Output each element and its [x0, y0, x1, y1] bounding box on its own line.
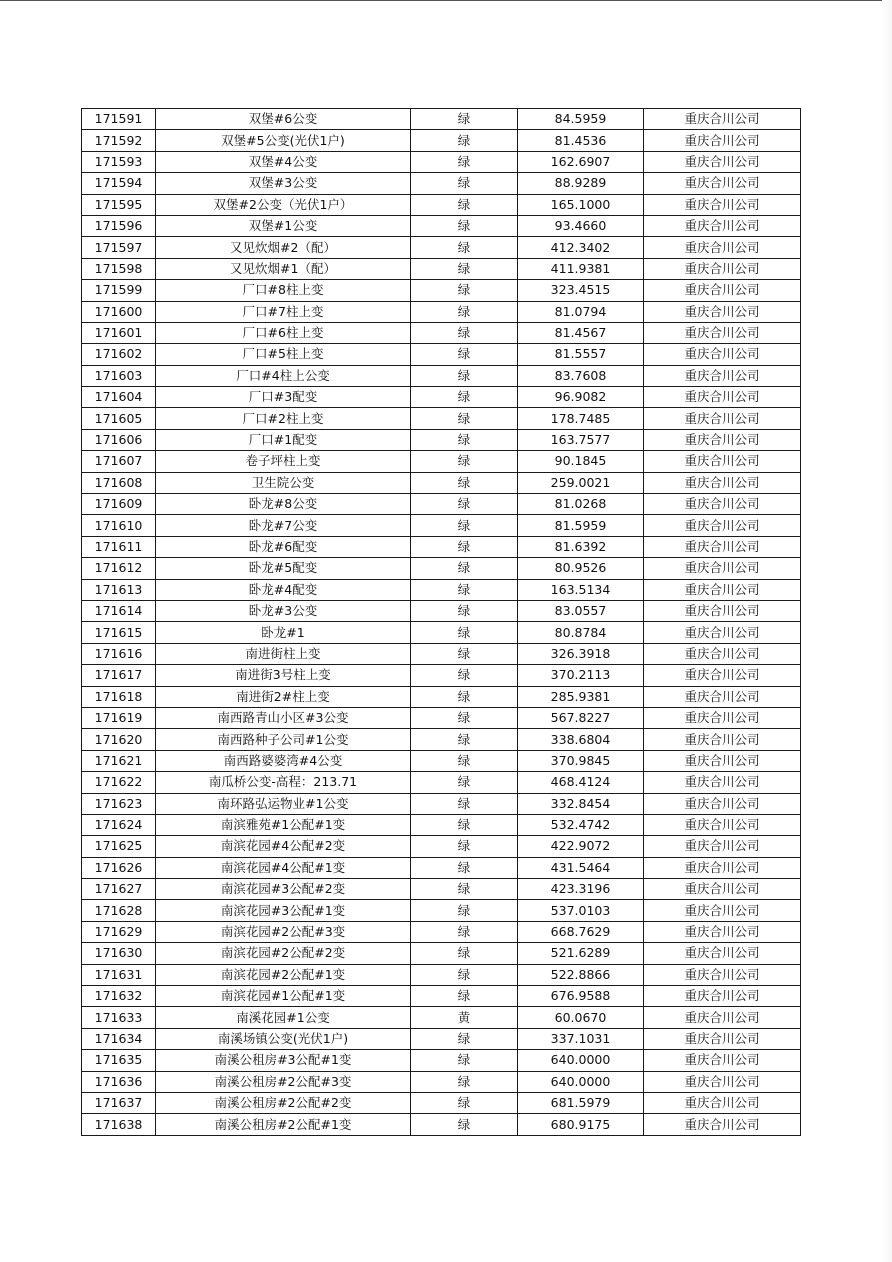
cell-status: 绿 [411, 600, 518, 621]
cell-company: 重庆合川公司 [644, 515, 801, 536]
cell-company: 重庆合川公司 [644, 472, 801, 493]
cell-value: 96.9082 [518, 387, 644, 408]
cell-value: 680.9175 [518, 1114, 644, 1135]
cell-status: 绿 [411, 301, 518, 322]
cell-status: 绿 [411, 579, 518, 600]
cell-status: 绿 [411, 814, 518, 835]
cell-name: 卧龙#4配变 [156, 579, 411, 600]
cell-value: 162.6907 [518, 151, 644, 172]
table-row [82, 365, 801, 386]
table-row [82, 494, 801, 515]
cell-id: 171591 [82, 109, 156, 130]
cell-company: 重庆合川公司 [644, 964, 801, 985]
cell-company: 重庆合川公司 [644, 579, 801, 600]
table-row [82, 814, 801, 835]
cell-status: 绿 [411, 237, 518, 258]
cell-status: 绿 [411, 322, 518, 343]
cell-value: 83.7608 [518, 365, 644, 386]
cell-company: 重庆合川公司 [644, 772, 801, 793]
cell-status: 绿 [411, 836, 518, 857]
table-row [82, 1028, 801, 1049]
cell-value: 88.9289 [518, 173, 644, 194]
cell-value: 326.3918 [518, 643, 644, 664]
cell-id: 171595 [82, 194, 156, 215]
table-row [82, 1071, 801, 1092]
cell-company: 重庆合川公司 [644, 1092, 801, 1113]
cell-company: 重庆合川公司 [644, 750, 801, 771]
table-row [82, 344, 801, 365]
cell-value: 537.0103 [518, 900, 644, 921]
cell-id: 171621 [82, 750, 156, 771]
table-row [82, 1092, 801, 1113]
cell-status: 绿 [411, 365, 518, 386]
cell-name: 南滨花园#2公配#3变 [156, 921, 411, 942]
cell-id: 171636 [82, 1071, 156, 1092]
cell-name: 双堡#5公变(光伏1户) [156, 130, 411, 151]
cell-company: 重庆合川公司 [644, 387, 801, 408]
cell-status: 黄 [411, 1007, 518, 1028]
cell-name: 南进街2#柱上变 [156, 686, 411, 707]
cell-company: 重庆合川公司 [644, 1028, 801, 1049]
cell-id: 171625 [82, 836, 156, 857]
table-row [82, 215, 801, 236]
cell-id: 171623 [82, 793, 156, 814]
cell-name: 南溪公租房#2公配#1变 [156, 1114, 411, 1135]
cell-company: 重庆合川公司 [644, 921, 801, 942]
cell-company: 重庆合川公司 [644, 494, 801, 515]
cell-id: 171635 [82, 1050, 156, 1071]
cell-value: 676.9588 [518, 986, 644, 1007]
cell-value: 323.4515 [518, 280, 644, 301]
cell-company: 重庆合川公司 [644, 194, 801, 215]
cell-status: 绿 [411, 558, 518, 579]
cell-name: 南滨花园#2公配#2变 [156, 943, 411, 964]
cell-id: 171628 [82, 900, 156, 921]
cell-value: 81.4536 [518, 130, 644, 151]
cell-value: 532.4742 [518, 814, 644, 835]
table-row [82, 900, 801, 921]
cell-name: 南滨花园#2公配#1变 [156, 964, 411, 985]
cell-company: 重庆合川公司 [644, 365, 801, 386]
cell-name: 南溪公租房#2公配#3变 [156, 1071, 411, 1092]
cell-status: 绿 [411, 964, 518, 985]
cell-company: 重庆合川公司 [644, 1007, 801, 1028]
cell-status: 绿 [411, 258, 518, 279]
cell-value: 259.0021 [518, 472, 644, 493]
table-row [82, 879, 801, 900]
cell-company: 重庆合川公司 [644, 558, 801, 579]
cell-name: 卧龙#7公变 [156, 515, 411, 536]
cell-name: 卧龙#5配变 [156, 558, 411, 579]
cell-id: 171630 [82, 943, 156, 964]
cell-name: 厂口#1配变 [156, 429, 411, 450]
table-row [82, 579, 801, 600]
table-row [82, 793, 801, 814]
table-row [82, 558, 801, 579]
cell-company: 重庆合川公司 [644, 258, 801, 279]
cell-status: 绿 [411, 665, 518, 686]
transformer-data-table [81, 108, 801, 1136]
table-row [82, 387, 801, 408]
cell-status: 绿 [411, 857, 518, 878]
cell-value: 178.7485 [518, 408, 644, 429]
cell-value: 640.0000 [518, 1050, 644, 1071]
cell-id: 171634 [82, 1028, 156, 1049]
cell-name: 南西路种子公司#1公变 [156, 729, 411, 750]
cell-value: 81.0794 [518, 301, 644, 322]
cell-status: 绿 [411, 1071, 518, 1092]
cell-id: 171616 [82, 643, 156, 664]
table-row [82, 1114, 801, 1135]
cell-value: 332.8454 [518, 793, 644, 814]
cell-company: 重庆合川公司 [644, 729, 801, 750]
page-edge-shadow [882, 0, 892, 1262]
cell-status: 绿 [411, 451, 518, 472]
cell-id: 171594 [82, 173, 156, 194]
cell-value: 681.5979 [518, 1092, 644, 1113]
table-row [82, 151, 801, 172]
cell-status: 绿 [411, 344, 518, 365]
cell-status: 绿 [411, 429, 518, 450]
cell-status: 绿 [411, 772, 518, 793]
cell-status: 绿 [411, 793, 518, 814]
cell-status: 绿 [411, 900, 518, 921]
cell-company: 重庆合川公司 [644, 836, 801, 857]
cell-id: 171638 [82, 1114, 156, 1135]
cell-id: 171599 [82, 280, 156, 301]
cell-value: 423.3196 [518, 879, 644, 900]
cell-status: 绿 [411, 130, 518, 151]
cell-company: 重庆合川公司 [644, 707, 801, 728]
cell-name: 南溪公租房#2公配#2变 [156, 1092, 411, 1113]
cell-id: 171597 [82, 237, 156, 258]
cell-status: 绿 [411, 173, 518, 194]
table-row [82, 622, 801, 643]
cell-name: 南进街3号柱上变 [156, 665, 411, 686]
table-row [82, 857, 801, 878]
cell-status: 绿 [411, 1050, 518, 1071]
cell-name: 又见炊烟#1（配） [156, 258, 411, 279]
table-body [82, 109, 801, 1136]
cell-name: 厂口#4柱上公变 [156, 365, 411, 386]
cell-name: 南溪花园#1公变 [156, 1007, 411, 1028]
table-row [82, 643, 801, 664]
cell-id: 171603 [82, 365, 156, 386]
cell-id: 171612 [82, 558, 156, 579]
cell-status: 绿 [411, 536, 518, 557]
cell-id: 171593 [82, 151, 156, 172]
cell-company: 重庆合川公司 [644, 1050, 801, 1071]
cell-company: 重庆合川公司 [644, 173, 801, 194]
cell-id: 171627 [82, 879, 156, 900]
cell-name: 南滨花园#4公配#1变 [156, 857, 411, 878]
cell-id: 171605 [82, 408, 156, 429]
table-row [82, 301, 801, 322]
cell-value: 83.0557 [518, 600, 644, 621]
cell-company: 重庆合川公司 [644, 151, 801, 172]
cell-status: 绿 [411, 387, 518, 408]
cell-company: 重庆合川公司 [644, 665, 801, 686]
cell-name: 卧龙#6配变 [156, 536, 411, 557]
cell-name: 南进街柱上变 [156, 643, 411, 664]
table-row [82, 836, 801, 857]
cell-name: 卫生院公变 [156, 472, 411, 493]
table-row [82, 707, 801, 728]
cell-name: 南溪场镇公变(光伏1户) [156, 1028, 411, 1049]
cell-status: 绿 [411, 729, 518, 750]
cell-value: 411.9381 [518, 258, 644, 279]
cell-company: 重庆合川公司 [644, 600, 801, 621]
cell-name: 厂口#7柱上变 [156, 301, 411, 322]
cell-id: 171606 [82, 429, 156, 450]
table-row [82, 429, 801, 450]
table-row [82, 986, 801, 1007]
cell-company: 重庆合川公司 [644, 943, 801, 964]
cell-name: 南环路弘运物业#1公变 [156, 793, 411, 814]
cell-value: 285.9381 [518, 686, 644, 707]
cell-company: 重庆合川公司 [644, 857, 801, 878]
cell-id: 171614 [82, 600, 156, 621]
cell-id: 171632 [82, 986, 156, 1007]
cell-value: 521.6289 [518, 943, 644, 964]
cell-company: 重庆合川公司 [644, 793, 801, 814]
table-row [82, 322, 801, 343]
table-row [82, 1050, 801, 1071]
cell-value: 412.3402 [518, 237, 644, 258]
cell-name: 南瓜桥公变-高程：213.71 [156, 772, 411, 793]
cell-status: 绿 [411, 215, 518, 236]
cell-value: 81.5557 [518, 344, 644, 365]
cell-status: 绿 [411, 643, 518, 664]
cell-id: 171619 [82, 707, 156, 728]
page-top-rule [0, 0, 892, 1]
table-row [82, 472, 801, 493]
table-row [82, 451, 801, 472]
cell-name: 双堡#2公变（光伏1户） [156, 194, 411, 215]
cell-id: 171600 [82, 301, 156, 322]
cell-id: 171608 [82, 472, 156, 493]
cell-status: 绿 [411, 686, 518, 707]
cell-id: 171626 [82, 857, 156, 878]
cell-company: 重庆合川公司 [644, 237, 801, 258]
cell-status: 绿 [411, 280, 518, 301]
cell-name: 双堡#1公变 [156, 215, 411, 236]
cell-status: 绿 [411, 879, 518, 900]
table-row [82, 280, 801, 301]
cell-id: 171631 [82, 964, 156, 985]
cell-name: 厂口#2柱上变 [156, 408, 411, 429]
cell-company: 重庆合川公司 [644, 109, 801, 130]
cell-id: 171609 [82, 494, 156, 515]
table-row [82, 515, 801, 536]
cell-status: 绿 [411, 109, 518, 130]
table-row [82, 750, 801, 771]
cell-value: 93.4660 [518, 215, 644, 236]
cell-value: 81.5959 [518, 515, 644, 536]
cell-value: 431.5464 [518, 857, 644, 878]
cell-value: 81.6392 [518, 536, 644, 557]
cell-name: 南溪公租房#3公配#1变 [156, 1050, 411, 1071]
table-row [82, 772, 801, 793]
cell-id: 171624 [82, 814, 156, 835]
cell-company: 重庆合川公司 [644, 280, 801, 301]
cell-id: 171620 [82, 729, 156, 750]
cell-id: 171611 [82, 536, 156, 557]
cell-company: 重庆合川公司 [644, 536, 801, 557]
cell-value: 468.4124 [518, 772, 644, 793]
cell-status: 绿 [411, 986, 518, 1007]
cell-name: 双堡#6公变 [156, 109, 411, 130]
cell-value: 522.8866 [518, 964, 644, 985]
cell-id: 171601 [82, 322, 156, 343]
cell-company: 重庆合川公司 [644, 451, 801, 472]
cell-id: 171629 [82, 921, 156, 942]
cell-company: 重庆合川公司 [644, 879, 801, 900]
cell-name: 厂口#5柱上变 [156, 344, 411, 365]
cell-value: 81.0268 [518, 494, 644, 515]
cell-value: 165.1000 [518, 194, 644, 215]
cell-id: 171604 [82, 387, 156, 408]
cell-id: 171610 [82, 515, 156, 536]
cell-name: 南滨花园#1公配#1变 [156, 986, 411, 1007]
cell-name: 厂口#3配变 [156, 387, 411, 408]
cell-value: 640.0000 [518, 1071, 644, 1092]
cell-company: 重庆合川公司 [644, 643, 801, 664]
table-row [82, 600, 801, 621]
cell-status: 绿 [411, 1114, 518, 1135]
cell-id: 171598 [82, 258, 156, 279]
table-row [82, 964, 801, 985]
cell-value: 80.9526 [518, 558, 644, 579]
cell-status: 绿 [411, 750, 518, 771]
cell-id: 171618 [82, 686, 156, 707]
cell-status: 绿 [411, 408, 518, 429]
cell-value: 81.4567 [518, 322, 644, 343]
cell-status: 绿 [411, 151, 518, 172]
cell-name: 卧龙#8公变 [156, 494, 411, 515]
cell-id: 171622 [82, 772, 156, 793]
cell-name: 又见炊烟#2（配） [156, 237, 411, 258]
cell-id: 171637 [82, 1092, 156, 1113]
cell-name: 厂口#8柱上变 [156, 280, 411, 301]
cell-company: 重庆合川公司 [644, 622, 801, 643]
cell-name: 南滨花园#3公配#1变 [156, 900, 411, 921]
cell-name: 南滨花园#4公配#2变 [156, 836, 411, 857]
cell-id: 171592 [82, 130, 156, 151]
cell-status: 绿 [411, 1092, 518, 1113]
cell-id: 171602 [82, 344, 156, 365]
table-row [82, 173, 801, 194]
table-row [82, 130, 801, 151]
cell-status: 绿 [411, 921, 518, 942]
cell-company: 重庆合川公司 [644, 301, 801, 322]
table-row [82, 1007, 801, 1028]
cell-company: 重庆合川公司 [644, 344, 801, 365]
table-row [82, 943, 801, 964]
cell-value: 60.0670 [518, 1007, 644, 1028]
table-row [82, 536, 801, 557]
cell-company: 重庆合川公司 [644, 686, 801, 707]
table-row [82, 686, 801, 707]
cell-name: 双堡#4公变 [156, 151, 411, 172]
cell-name: 厂口#6柱上变 [156, 322, 411, 343]
cell-name: 南滨雅苑#1公配#1变 [156, 814, 411, 835]
table-row [82, 237, 801, 258]
cell-id: 171596 [82, 215, 156, 236]
cell-company: 重庆合川公司 [644, 986, 801, 1007]
cell-name: 卷子坪柱上变 [156, 451, 411, 472]
cell-company: 重庆合川公司 [644, 814, 801, 835]
table-row [82, 921, 801, 942]
table-row [82, 109, 801, 130]
cell-status: 绿 [411, 494, 518, 515]
cell-value: 370.9845 [518, 750, 644, 771]
cell-value: 90.1845 [518, 451, 644, 472]
cell-value: 668.7629 [518, 921, 644, 942]
cell-id: 171617 [82, 665, 156, 686]
cell-company: 重庆合川公司 [644, 1071, 801, 1092]
cell-status: 绿 [411, 707, 518, 728]
cell-company: 重庆合川公司 [644, 322, 801, 343]
cell-status: 绿 [411, 472, 518, 493]
cell-name: 卧龙#3公变 [156, 600, 411, 621]
cell-name: 南滨花园#3公配#2变 [156, 879, 411, 900]
cell-name: 卧龙#1 [156, 622, 411, 643]
table-row [82, 194, 801, 215]
cell-company: 重庆合川公司 [644, 429, 801, 450]
cell-company: 重庆合川公司 [644, 900, 801, 921]
cell-value: 80.8784 [518, 622, 644, 643]
cell-name: 南西路婆婆湾#4公变 [156, 750, 411, 771]
cell-name: 南西路青山小区#3公变 [156, 707, 411, 728]
cell-value: 337.1031 [518, 1028, 644, 1049]
cell-value: 422.9072 [518, 836, 644, 857]
cell-company: 重庆合川公司 [644, 130, 801, 151]
cell-value: 84.5959 [518, 109, 644, 130]
cell-status: 绿 [411, 943, 518, 964]
cell-status: 绿 [411, 515, 518, 536]
cell-id: 171607 [82, 451, 156, 472]
cell-id: 171613 [82, 579, 156, 600]
cell-status: 绿 [411, 622, 518, 643]
table-row [82, 729, 801, 750]
table-row [82, 665, 801, 686]
cell-status: 绿 [411, 1028, 518, 1049]
cell-company: 重庆合川公司 [644, 1114, 801, 1135]
cell-status: 绿 [411, 194, 518, 215]
cell-value: 567.8227 [518, 707, 644, 728]
cell-id: 171615 [82, 622, 156, 643]
cell-value: 370.2113 [518, 665, 644, 686]
cell-value: 338.6804 [518, 729, 644, 750]
cell-value: 163.5134 [518, 579, 644, 600]
table-row [82, 258, 801, 279]
cell-company: 重庆合川公司 [644, 408, 801, 429]
cell-company: 重庆合川公司 [644, 215, 801, 236]
cell-name: 双堡#3公变 [156, 173, 411, 194]
cell-id: 171633 [82, 1007, 156, 1028]
cell-value: 163.7577 [518, 429, 644, 450]
table-row [82, 408, 801, 429]
